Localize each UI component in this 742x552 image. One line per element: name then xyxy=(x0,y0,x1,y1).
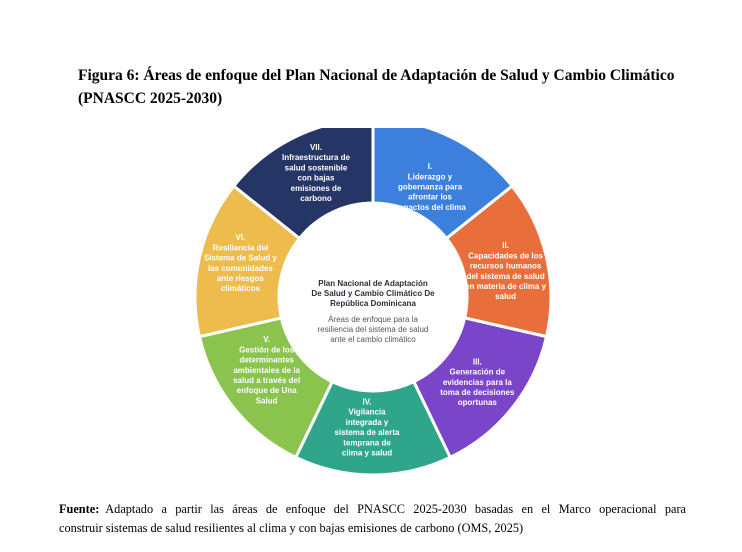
segment-label-line: del sistema de salud xyxy=(466,271,545,281)
segment-numeral: II. xyxy=(502,241,509,251)
segment-label-line: Vigilancia xyxy=(348,407,386,417)
segment-label-line: carbono xyxy=(300,193,332,203)
segment-label-line: salud xyxy=(495,292,517,302)
segment-numeral: IV. xyxy=(362,397,372,407)
segment-label-line: evidencias para la xyxy=(442,377,512,387)
segment-label-line: integrada y xyxy=(345,417,389,427)
center-subtitle-line: ante el cambio climático xyxy=(330,335,416,344)
segment-label-line: Generación de xyxy=(449,367,506,377)
segment-label-line: en materia de clima y xyxy=(465,282,547,292)
segment-label-line: Salud xyxy=(255,396,278,406)
center-title-line: De Salud y Cambio Climático De xyxy=(311,289,435,298)
figure-title xyxy=(78,64,718,110)
figure-title-line-2: (PNASCC 2025-2030) xyxy=(78,90,223,107)
segment-label-line: impactos del clima xyxy=(394,202,466,212)
segment-label-line: sistema de alerta xyxy=(334,428,400,438)
segment-label-line: salud sostenible xyxy=(284,163,348,173)
segment-label-line: oportunas xyxy=(457,398,497,408)
center-title-line: República Dominicana xyxy=(330,299,416,308)
segment-numeral: I. xyxy=(427,162,433,172)
segment-label-line: ante riesgos xyxy=(216,274,264,284)
source-label: Fuente: xyxy=(59,502,100,516)
segment-label-line: Liderazgo y xyxy=(407,172,453,182)
segment-label-line: las comunidades xyxy=(207,263,273,273)
segment-numeral: VII. xyxy=(309,142,322,152)
source-text-line-1: Adaptado a partir las áreas de enfoque del PNASCC 2025-2030 basadas en el Marco operacional para xyxy=(105,502,686,516)
segment-label-line: enfoque de Una xyxy=(236,386,297,396)
figure-title-line-1: Figura 6: Áreas de enfoque del Plan Nacional de Adaptación de Salud y Cambio Climático xyxy=(78,67,675,84)
segment-numeral: III. xyxy=(472,357,482,367)
center-subtitle xyxy=(318,315,429,344)
segment-label-line: toma de decisiones xyxy=(440,387,515,397)
segment-label-line: climáticos xyxy=(220,284,260,294)
segment-label-line: afrontar los xyxy=(408,192,453,202)
segment-label-line: emisiones de xyxy=(290,183,342,193)
segment-label-line: Sistema de Salud y xyxy=(203,253,277,263)
segment-label-line: Resiliencia del xyxy=(212,243,269,253)
segment-numeral: V. xyxy=(263,335,271,345)
segment-label-line: determinantes xyxy=(239,355,295,365)
figure-source xyxy=(59,500,686,538)
source-text-line-2: construir sistemas de salud resilientes al clima y con bajas emisiones de carbono (OMS, 2025) xyxy=(59,521,524,535)
segment-label-line: gobernanza para xyxy=(398,182,463,192)
segment-label-line: ambientales de la xyxy=(233,365,301,375)
segment-label-line: Capacidades de los xyxy=(468,251,543,261)
segment-label-line: con bajas xyxy=(297,173,335,183)
center-subtitle-line: Áreas de enfoque para la xyxy=(328,315,418,324)
focus-areas-wheel xyxy=(188,128,558,498)
segment-label-line: Gestión de los xyxy=(239,345,295,355)
center-subtitle-line: resiliencia del sistema de salud xyxy=(317,325,429,334)
segment-label-line: recursos humanos xyxy=(469,261,542,271)
segment-numeral: VI. xyxy=(235,233,246,243)
segment-label-line: temprana de xyxy=(343,438,391,448)
segment-label-line: clima y salud xyxy=(341,448,393,458)
segment-label-line: Infraestructura de xyxy=(281,153,351,163)
center-title-line: Plan Nacional de Adaptación xyxy=(318,279,428,288)
segment-label-line: salud a través del xyxy=(233,375,301,385)
segment-label-v xyxy=(233,335,300,405)
